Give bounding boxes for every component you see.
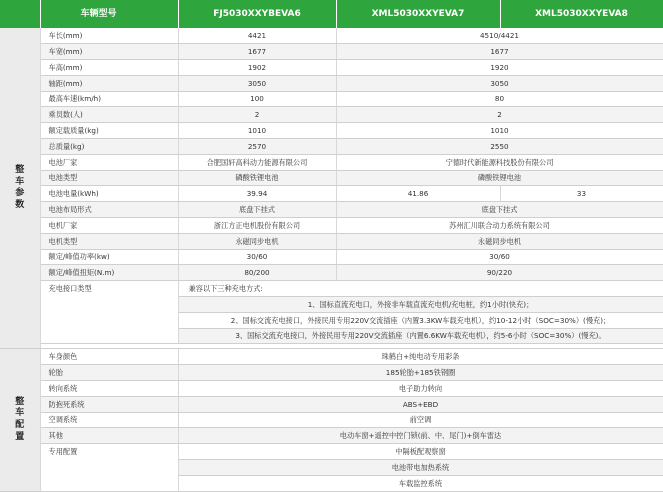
- row-label: 电机类型: [40, 233, 178, 249]
- group-label-params: 整车参数: [0, 28, 40, 349]
- header-model-2: XML5030XXYEVA7: [336, 0, 500, 28]
- row-value: 80: [336, 91, 663, 107]
- row-value: 30/60: [178, 249, 336, 265]
- row-value: 前空调: [178, 412, 663, 428]
- row-label: 轴距(mm): [40, 75, 178, 91]
- special-label: 专用配置: [40, 444, 178, 491]
- row-value: 1677: [178, 44, 336, 60]
- table-row: [0, 265, 663, 281]
- row-label: 电池布局形式: [40, 202, 178, 218]
- row-label: 总质量(kg): [40, 139, 178, 155]
- row-label: 其他: [40, 428, 178, 444]
- table-row: [0, 444, 663, 460]
- table-row: [0, 249, 663, 265]
- row-value: 磷酸铁锂电池: [178, 170, 336, 186]
- row-value: 90/220: [336, 265, 663, 281]
- row-value: 浙江方正电机股份有限公司: [178, 218, 336, 234]
- special-value: 车载监控系统: [178, 475, 663, 491]
- charging-line: 3、国标交流充电接口，外接民用专用220V交流插座（内置6.6KW车载充电机），约5-6小时（SOC=30%）(慢充)。: [178, 328, 663, 344]
- row-value: 电动车窗+遥控中控门锁(前、中、尾门)+倒车雷达: [178, 428, 663, 444]
- row-value: 1920: [336, 60, 663, 76]
- row-label: 转向系统: [40, 381, 178, 397]
- table-header-row: [0, 0, 663, 28]
- charging-line: 2、国标交流充电接口，外接民用专用220V交流插座（内置3.3KW车载充电机），约10-12小时（SOC=30%）(慢充)；: [178, 312, 663, 328]
- row-value: 珠鹤白+纯电动专用彩条: [178, 349, 663, 365]
- table-row: [0, 28, 663, 44]
- table-row: [0, 170, 663, 186]
- row-value: 1902: [178, 60, 336, 76]
- table-row: [0, 60, 663, 76]
- charging-line: 1、国标直流充电口，外接非车载直流充电机/充电桩，约1小时(快充)；: [178, 297, 663, 313]
- row-value: 185轮胎+185铁钢圈: [178, 365, 663, 381]
- special-value: 电池带电加热系统: [178, 460, 663, 476]
- table-row: [0, 349, 663, 365]
- charging-label: 充电接口类型: [40, 281, 178, 344]
- row-label: 轮胎: [40, 365, 178, 381]
- table-row: [0, 233, 663, 249]
- row-label: 车身颜色: [40, 349, 178, 365]
- row-value: 41.86: [336, 186, 500, 202]
- row-value: 2: [178, 107, 336, 123]
- row-label: 额定/峰值功率(kw): [40, 249, 178, 265]
- row-value: 底盘下挂式: [178, 202, 336, 218]
- row-value: 33: [500, 186, 663, 202]
- row-value: 1010: [336, 123, 663, 139]
- row-value: 80/200: [178, 265, 336, 281]
- row-value: 底盘下挂式: [336, 202, 663, 218]
- header-model-label: 车辆型号: [40, 0, 178, 28]
- row-value: 永磁同步电机: [178, 233, 336, 249]
- row-label: 最高车速(km/h): [40, 91, 178, 107]
- row-value: ABS+EBD: [178, 396, 663, 412]
- row-label: 额定载质量(kg): [40, 123, 178, 139]
- row-value: 39.94: [178, 186, 336, 202]
- row-value: 2550: [336, 139, 663, 155]
- row-value: 100: [178, 91, 336, 107]
- row-label: 乘员数(人): [40, 107, 178, 123]
- header-model-3: XML5030XXYEVA8: [500, 0, 663, 28]
- row-value: 宁德时代新能源科技股份有限公司: [336, 154, 663, 170]
- row-label: 空调系统: [40, 412, 178, 428]
- row-label: 电池厂家: [40, 154, 178, 170]
- row-value: 4510/4421: [336, 28, 663, 44]
- row-value: 2570: [178, 139, 336, 155]
- table-row: [0, 44, 663, 60]
- row-label: 电池类型: [40, 170, 178, 186]
- row-label: 额定/峰值扭矩(N.m): [40, 265, 178, 281]
- group-label-config: 整车配置: [0, 349, 40, 491]
- charging-line: 兼容以下三种充电方式:: [178, 281, 663, 297]
- row-value: 合肥国轩高科动力能源有限公司: [178, 154, 336, 170]
- table-row: [0, 75, 663, 91]
- table-row: [0, 381, 663, 397]
- table-row: [0, 202, 663, 218]
- table-row: [0, 139, 663, 155]
- row-value: 1677: [336, 44, 663, 60]
- table-row: [0, 396, 663, 412]
- row-label: 车高(mm): [40, 60, 178, 76]
- row-label: 车宽(mm): [40, 44, 178, 60]
- table-row: [0, 281, 663, 297]
- table-row: [0, 154, 663, 170]
- table-row: [0, 365, 663, 381]
- table-row: [0, 123, 663, 139]
- table-row: [0, 107, 663, 123]
- row-value: 3050: [178, 75, 336, 91]
- header-model-1: FJ5030XXYBEVA6: [178, 0, 336, 28]
- row-value: 苏州汇川联合动力系统有限公司: [336, 218, 663, 234]
- table-row: [0, 186, 663, 202]
- row-value: 3050: [336, 75, 663, 91]
- table-row: [0, 428, 663, 444]
- row-value: 2: [336, 107, 663, 123]
- row-value: 30/60: [336, 249, 663, 265]
- table-row: [0, 412, 663, 428]
- row-value: 1010: [178, 123, 336, 139]
- row-label: 电机厂家: [40, 218, 178, 234]
- row-label: 车长(mm): [40, 28, 178, 44]
- special-value: 中隔板配观察窗: [178, 444, 663, 460]
- row-value: 磷酸铁锂电池: [336, 170, 663, 186]
- row-label: 电池电量(kWh): [40, 186, 178, 202]
- row-value: 4421: [178, 28, 336, 44]
- row-value: 电子助力转向: [178, 381, 663, 397]
- header-corner: [0, 0, 40, 28]
- row-value: 永磁同步电机: [336, 233, 663, 249]
- table-row: [0, 91, 663, 107]
- row-label: 防抱死系统: [40, 396, 178, 412]
- table-row: [0, 218, 663, 234]
